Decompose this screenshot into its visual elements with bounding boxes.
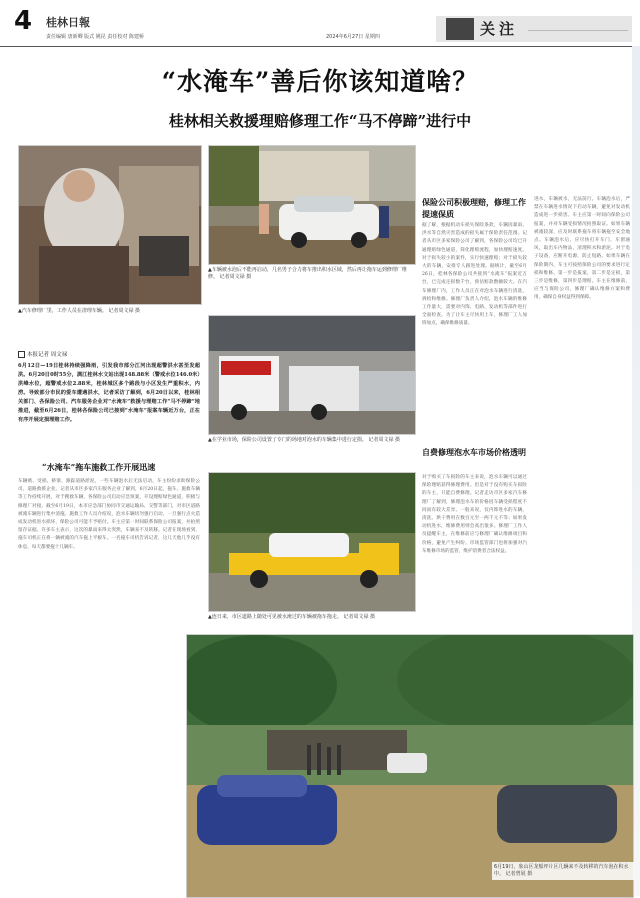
section-name: 关注 <box>480 20 519 38</box>
photo-mechanic <box>18 145 202 305</box>
newspaper-name: 桂林日報 <box>46 16 90 29</box>
photo-flooded-street-caption: 6月19日，象山区龙船坪片区几辆来不及转移的汽车泡在积水中。 记者曾展 摄 <box>492 862 634 880</box>
photo-trucks <box>208 315 416 435</box>
byline: 本报记者 周文禄 <box>18 350 67 358</box>
section1-title: “水淹车”拖车施救工作开展迅速 <box>42 462 156 472</box>
section3-body: 对于购买了车损险的车主来说，泡水车辆可以通过保险理赔获得修理费用。但是对于没有购买车损险的车主，只能自费修理。记者走访市区多家汽车修理厂了解到，修理泡水车的价格因车辆受损程度不同而有较大差异。一般来说，仅内饰进水的车辆，清洗、烘干费用在数百元至一两千元不等；如果发动机进水，维修费用则会高出很多。修理厂工作人员提醒车主，在维修前应与修理厂确认维修项目和价格，避免产生纠纷。市场监管部门也将加强对汽车维修市场的监管，维护消费者合法权益。 <box>422 475 527 554</box>
section4-body: 进水，车辆被水，无法前行。车辆泡水后，严禁在车辆进水情况下启动车辆，避免对发动机造成进一步损害。车主应第一时间向保险公司报案，并对车辆受损情况拍照取证。如果车辆被淹较深，应及时联系拖车将车辆拖至安全地点。车辆泡水后，应尽快打开车门、车窗通风，取出车内物品，清理积水和淤泥。对于电子设备，应断开电源，防止短路。如果车辆在保险期内，车主可按照保险公司的要求进行定损和维修。第一步是报案，第二步是定损，第三步是维修，第四步是理赔。车主在维修前，应当与保险公司、修理厂确认维修方案和费用，确保自身权益得到保障。 <box>534 197 630 301</box>
byline-box-icon <box>18 351 25 358</box>
photo-tow-truck <box>208 472 416 612</box>
lead-paragraph: 6月12日—19日桂林持续强降雨，引发我市部分江河出现超警洪水甚至发超洪。6月20日0时55分，漓江桂林水文站出现148.88米（警戒水位146.0米）洪峰水位，超警戒水位2.88米，桂林城区多个路段与小区发生严重积水，内涝。导致部分市民的爱车遭遇洪水，记者采访了解到，6月20日以来，桂林相关部门、各保险公司、汽车服务企业对“水淹车”救援与理赔工作“马不停蹄”地推进，截至6月26日，桂林各保险公司已接到“水淹车”报案车辆近万台，正在有序开展定损理赔工作。 <box>18 363 200 423</box>
section3-title: 自费修理泡水车市场价格透明 <box>422 447 526 457</box>
page-number: 4 <box>14 6 33 36</box>
section2-title: 保险公司积极理赔，修理工作提速保质 <box>422 197 526 219</box>
photo-pushing-car <box>208 145 416 265</box>
photo-flooded-street-image <box>187 635 633 897</box>
issue-date: 2024年6月27日 星期四 <box>326 34 380 40</box>
photo-pushing-car-image <box>209 146 415 264</box>
section-rule <box>528 30 628 31</box>
photo-tow-truck-image <box>209 473 415 611</box>
section-block-icon <box>446 18 474 40</box>
photo-mechanic-caption: ▲汽车修理厂里，工作人员在清理车辆。 记者周文禄 摄 <box>18 308 141 314</box>
headline-subtitle: 桂林相关救援理赔修理工作“马不停蹄”进行中 <box>168 112 472 130</box>
section1-body: 车辆被、受损、桥梁、跟踪道路淤泥，一些车辆泡水后无法启动，车主纷纷求助保险公司、道路救援企业。记者从市区多家汽车服务企业了解到，6月20日起，拖车、施救车辆等工作持续开展，对于搜救车辆，各保险公司启动应急预案，开设理赔绿色通道，积极与修理厂对接。截至6月19日，本市应急部门协同市交通运输局、交警等部门，对市区道路被淹车辆进行集中清拖。施救工作人员介绍说，泡水车辆切勿强行启动，一旦强行点火造成发动机进水损坏，保险公司可能不予赔付。车主应第一时间联系保险公司报案，并拍照留存证据。许多车主表示，这次的暴雨来得太突然，车辆来不及转移。记者在现场看到，拖车司机正在将一辆被淹的汽车拖上平板车。一名拖车司机告诉记者，这几天他几乎没有休息，每天都要拖十几辆车。 <box>18 479 200 550</box>
photo-tow-truck-caption: ▲连日来，市区道路上随处可见被水淹过的车辆被拖车拖走。 记者周文禄 摄 <box>208 614 376 620</box>
headline-title: “水淹车”善后你该知道啥？ <box>161 67 479 96</box>
staff-credits: 责任编辑 唐新卿 版式 姚昆 责任校对 陈建桥 <box>46 34 144 40</box>
section-bar <box>436 16 632 42</box>
photo-pushing-car-caption: ▲车辆被水泡后不能再启动，几名男子合力将车推出积水区域，然后再让拖车运到修理厂维修。 记者周文禄 摄 <box>208 267 407 280</box>
photo-flooded-street <box>186 634 634 898</box>
photo-mechanic-image <box>19 146 201 304</box>
photo-trucks-image <box>209 316 415 434</box>
section2-body: 据了解，根据机动车损失保险条款，车辆因暴雨、洪水等自然灾害造成的损失属于保险责任范围。记者从市区多家保险公司了解到，各保险公司均已开通理赔绿色通道，简化理赔流程，加快理赔速度。对于损失较小的案件，实行快速理赔；对于损失较大的车辆，安排专人跟进处理。据统计，截至6月26日，桂林各保险公司共接到“水淹车”报案近万台，已完成定损数千台，预估赔款数额较大。在汽车修理厂内，工作人员正在对泡水车辆进行清洗、拆检和维修。修理厂负责人介绍，泡水车辆的维修工作量大，需要对内饰、电路、发动机等部件进行全面检查。为了让车主尽快用上车，修理厂工人加班加点，确保维修质量。 <box>422 223 527 327</box>
photo-trucks-caption: ▲在学业市场，保险公司设置了专门的场地对泡水的车辆集中进行定损。 记者周文禄 摄 <box>208 437 401 443</box>
